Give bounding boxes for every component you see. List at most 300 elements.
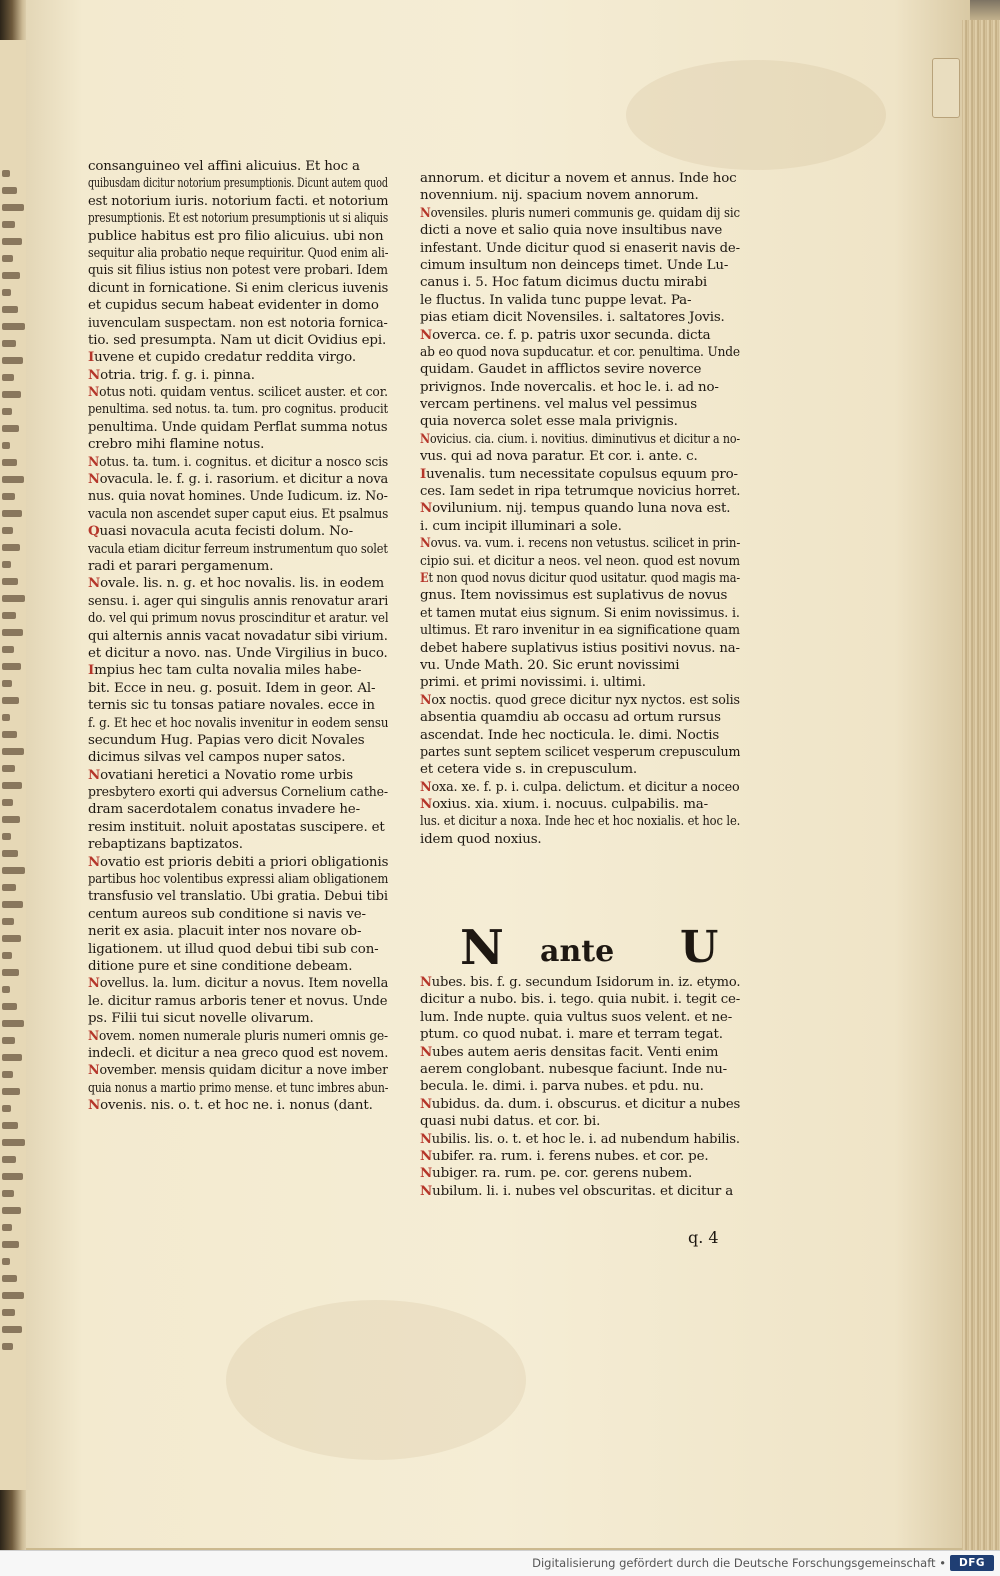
line-text: et cupidus secum habeat evidenter in domo xyxy=(88,298,379,314)
line-text: ovellus. la. lum. dicitur a novus. Item novella xyxy=(99,976,389,992)
line-text: overca. ce. f. p. patris uxor secunda. dicta xyxy=(432,327,711,343)
line-text: vacula non ascendet super caput eius. Et psalmus xyxy=(88,506,389,522)
text-line xyxy=(88,593,388,610)
text-line xyxy=(420,605,740,622)
line-text: privignos. Inde novercalis. et hoc le. i. ad no- xyxy=(420,379,719,395)
facing-page-text-fragment xyxy=(2,527,13,534)
line-text: dicimus silvas vel campos nuper satos. xyxy=(88,750,346,766)
facing-page-text-fragment xyxy=(2,289,11,296)
text-line xyxy=(88,245,388,262)
text-line xyxy=(420,813,740,830)
facing-page-text-fragment xyxy=(2,1156,16,1163)
facing-page-text-fragment xyxy=(2,714,10,721)
facing-page-text-fragment xyxy=(2,782,22,789)
rubric-initial: N xyxy=(420,796,433,813)
text-line xyxy=(420,483,740,500)
line-text: ovilunium. nij. tempus quando luna nova est. xyxy=(432,501,731,517)
text-line xyxy=(88,767,388,784)
rubric-initial: N xyxy=(88,1097,101,1114)
text-line xyxy=(420,240,740,257)
text-line xyxy=(88,332,388,349)
text-line xyxy=(420,466,740,483)
text-line xyxy=(88,871,388,888)
facing-page-text-fragment xyxy=(2,697,19,704)
line-text: vercam pertinens. vel malus vel pessimus xyxy=(420,397,697,413)
rubric-initial: N xyxy=(420,1165,433,1182)
line-text: aerem conglobant. nubesque faciunt. Inde nu- xyxy=(420,1061,728,1077)
line-text: ovem. nomen numerale pluris numeri omnis ge- xyxy=(98,1028,388,1044)
line-text: transfusio vel translatio. Ubi gratia. Debui tibi xyxy=(88,889,388,905)
line-text: ternis sic tu tonsas patiare novales. ecce in xyxy=(88,698,375,714)
line-text: rebaptizans baptizatos. xyxy=(88,837,243,853)
text-line xyxy=(420,170,740,187)
line-text: sequitur alia probatio neque requiritur. Quod enim ali- xyxy=(88,245,389,261)
line-text: otus noti. quidam ventus. scilicet auster. et cor. xyxy=(99,385,388,401)
text-line xyxy=(420,1061,740,1078)
facing-page-text-fragment xyxy=(2,204,24,211)
text-line xyxy=(88,575,388,592)
line-text: cimum insultum non deinceps timet. Unde Lu- xyxy=(420,257,729,273)
line-text: ubilum. li. i. nubes vel obscuritas. et dicitur a xyxy=(432,1183,734,1199)
text-line xyxy=(88,488,388,505)
line-text: crebro mihi flamine notus. xyxy=(88,437,265,453)
text-line xyxy=(88,1045,388,1062)
facing-page-text-fragment xyxy=(2,510,22,517)
line-text: ubidus. da. dum. i. obscurus. et dicitur a nubes xyxy=(431,1096,741,1112)
line-text: partes sunt septem scilicet vesperum crepusculum xyxy=(420,744,741,760)
text-line xyxy=(88,193,388,210)
facing-page-text-fragment xyxy=(2,969,19,976)
line-text: ovatio est prioris debiti a priori obligationis xyxy=(100,854,389,870)
text-line xyxy=(88,523,388,540)
facing-page-text-fragment xyxy=(2,1003,17,1010)
text-line xyxy=(88,401,388,418)
facing-page-text-fragment xyxy=(2,238,22,245)
text-line xyxy=(88,1062,388,1079)
facing-page-text-fragment xyxy=(2,425,19,432)
facing-page-text-fragment xyxy=(2,935,21,942)
rubric-initial: N xyxy=(420,1043,433,1060)
dfg-logo-text: DFG xyxy=(958,1557,985,1569)
line-text: f. g. Et hec et hoc novalis invenitur in eodem sensu xyxy=(88,715,389,731)
heading-initial: N xyxy=(460,920,504,976)
line-text: vus. qui ad nova paratur. Et cor. i. ante. c. xyxy=(420,449,698,465)
facing-page-text-fragment xyxy=(2,1088,20,1095)
text-line xyxy=(88,993,388,1010)
facing-page-text-fragment xyxy=(2,1258,10,1265)
facing-page-text-fragment xyxy=(2,306,18,313)
line-text: t non quod novus dicitur quod usitatur. quod magis ma- xyxy=(428,570,740,586)
facing-page-text-fragment xyxy=(2,884,16,891)
line-text: annorum. et dicitur a novem et annus. Inde hoc xyxy=(420,171,737,186)
line-text: ubes. bis. f. g. secundum Isidorum in. iz. etymo. xyxy=(431,975,741,990)
text-line xyxy=(420,1078,740,1095)
right-text-column xyxy=(420,170,740,848)
line-text: nerit ex asia. placuit inter nos novare ob- xyxy=(88,924,362,940)
left-text-column xyxy=(88,158,388,1114)
line-text: lum. Inde nupte. quia vultus suos velent. et ne- xyxy=(420,1009,733,1025)
text-line xyxy=(420,761,740,778)
facing-page-text-fragment xyxy=(2,731,17,738)
line-text: ligationem. ut illud quod debui tibi sub con- xyxy=(88,941,379,957)
text-line xyxy=(88,610,388,627)
text-line xyxy=(420,779,740,796)
heading-text: ante xyxy=(540,934,615,969)
line-text: publice habitus est pro filio alicuius. ubi non xyxy=(88,228,384,244)
facing-page-text-fragment xyxy=(2,1054,22,1061)
line-text: uasi novacula acuta fecisti dolum. No- xyxy=(99,524,353,540)
text-line xyxy=(420,500,740,517)
line-text: debet habere suplativus istius positivi novus. na- xyxy=(420,640,740,656)
line-text: bit. Ecce in neu. g. posuit. Idem in geor. Al- xyxy=(88,680,376,696)
rubric-initial: Q xyxy=(88,523,100,540)
rubric-initial: I xyxy=(420,465,427,482)
line-text: mpius hec tam culta novalia miles habe- xyxy=(94,663,362,679)
rubric-initial: N xyxy=(88,766,101,783)
line-text: tio. sed presumpta. Nam ut dicit Ovidius epi. xyxy=(88,332,387,348)
facing-page-text-fragment xyxy=(2,493,15,500)
facing-page-text-fragment xyxy=(2,357,23,364)
text-line xyxy=(88,210,388,227)
facing-page-text-fragment xyxy=(2,646,14,653)
line-text: i. cum incipit illuminari a sole. xyxy=(420,518,622,534)
text-line xyxy=(420,379,740,396)
text-line xyxy=(88,436,388,453)
text-line xyxy=(420,1096,740,1113)
text-line xyxy=(88,349,388,366)
facing-page-text-fragment xyxy=(2,1105,11,1112)
facing-page-strip xyxy=(0,40,28,1490)
text-line xyxy=(420,292,740,309)
rubric-initial: N xyxy=(88,384,100,401)
facing-page-text-fragment xyxy=(2,765,15,772)
facing-page-text-fragment xyxy=(2,272,20,279)
text-line xyxy=(88,280,388,297)
line-text: quia noverca solet esse mala privignis. xyxy=(420,414,678,430)
text-line xyxy=(420,222,740,239)
line-text: ovenis. nis. o. t. et hoc ne. i. nonus (dant. xyxy=(100,1098,373,1114)
facing-page-text-fragment xyxy=(2,833,11,840)
facing-page-text-fragment xyxy=(2,663,21,670)
facing-page-text-fragment xyxy=(2,1173,23,1180)
text-line xyxy=(88,297,388,314)
line-text: vacula etiam dicitur ferreum instrumentum quo solet xyxy=(88,541,388,557)
text-line xyxy=(420,535,740,552)
facing-page-text-fragment xyxy=(2,748,24,755)
facing-page-text-fragment xyxy=(2,544,20,551)
text-line xyxy=(420,640,740,657)
text-line xyxy=(88,854,388,871)
facing-page-text-fragment xyxy=(2,1037,15,1044)
text-line xyxy=(88,228,388,245)
rubric-initial: N xyxy=(420,500,433,517)
text-line xyxy=(420,744,740,761)
rubric-initial: N xyxy=(88,366,101,383)
line-text: uvenalis. tum necessitate copulsus equum pro- xyxy=(426,466,738,482)
text-line xyxy=(88,645,388,662)
text-line xyxy=(420,1165,740,1182)
text-line xyxy=(420,1113,740,1130)
rubric-initial: N xyxy=(420,326,433,343)
line-text: ab eo quod nova supducatur. et cor. penultima. Unde xyxy=(420,344,740,360)
facing-page-text-fragment xyxy=(2,374,14,381)
line-text: do. vel qui primum novus proscinditur et aratur. vel xyxy=(88,611,389,627)
facing-page-text-fragment xyxy=(2,323,25,330)
footer-bar xyxy=(0,1550,1000,1576)
line-text: quia nonus a martio primo mense. et tunc imbres abun- xyxy=(88,1080,389,1096)
line-text: dicitur a nubo. bis. i. tego. quia nubit. i. tegit ce- xyxy=(420,992,741,1008)
text-line xyxy=(88,662,388,679)
line-text: dicti a nove et salio quia nove insultibus nave xyxy=(420,223,723,239)
facing-page-text-fragment xyxy=(2,1122,18,1129)
text-line xyxy=(88,628,388,645)
line-text: cipio sui. et dicitur a neos. vel neon. quod est novum xyxy=(420,553,740,569)
text-line xyxy=(420,187,740,204)
text-line xyxy=(420,1044,740,1061)
rubric-initial: N xyxy=(420,1147,433,1164)
line-text: ovensiles. pluris numeri communis ge. quidam dij sic xyxy=(430,205,740,221)
line-text: ubes autem aeris densitas facit. Venti enim xyxy=(432,1044,719,1060)
rubric-initial: N xyxy=(88,575,101,592)
text-line xyxy=(88,419,388,436)
paper-stain xyxy=(626,60,886,170)
line-text: consanguineo vel affini alicuius. Et hoc a xyxy=(88,159,360,174)
text-line xyxy=(88,471,388,488)
facing-page-text-fragment xyxy=(2,1207,21,1214)
line-text: otus. ta. tum. i. cognitus. et dicitur a nosco scis xyxy=(99,454,388,470)
text-line xyxy=(88,1097,388,1114)
text-line xyxy=(420,1183,740,1200)
line-text: presumptionis. Et est notorium presumptionis ut si aliquis xyxy=(88,211,388,227)
facing-page-text-fragment xyxy=(2,459,17,466)
facing-page-text-fragment xyxy=(2,1020,24,1027)
facing-page-text-fragment xyxy=(2,442,10,449)
text-line xyxy=(420,727,740,744)
line-text: ovatiani heretici a Novatio rome urbis xyxy=(100,767,354,783)
facing-page-text-fragment xyxy=(2,680,12,687)
facing-page-text-fragment xyxy=(2,1343,13,1350)
line-text: le fluctus. In valida tunc puppe levat. Pa- xyxy=(420,292,692,308)
text-line xyxy=(88,819,388,836)
text-line xyxy=(420,448,740,465)
line-text: resim instituit. noluit apostatas suscipere. et xyxy=(88,819,385,835)
line-text: vu. Unde Math. 20. Sic erunt novissimi xyxy=(420,657,680,673)
facing-page-text-fragment xyxy=(2,1326,22,1333)
facing-page-text-fragment xyxy=(2,221,15,228)
line-text: secundum Hug. Papias vero dicit Novales xyxy=(88,732,365,748)
line-text: ovember. mensis quidam dicitur a nove imber xyxy=(99,1063,388,1079)
facing-page-text-fragment xyxy=(2,1190,14,1197)
text-line xyxy=(88,262,388,279)
text-line xyxy=(420,622,740,639)
facing-page-text-fragment xyxy=(2,255,13,262)
text-line xyxy=(420,274,740,291)
heading-letter: U xyxy=(680,922,719,973)
line-text: quidam. Gaudet in afflictos sevire noverce xyxy=(420,362,702,378)
line-text: ubilis. lis. o. t. et hoc le. i. ad nubendum habilis. xyxy=(431,1131,740,1147)
rubric-initial: N xyxy=(420,1130,432,1147)
facing-page-text-fragment xyxy=(2,918,14,925)
text-line xyxy=(420,257,740,274)
facing-page-text-fragment xyxy=(2,986,10,993)
right-text-column-continued xyxy=(420,974,740,1200)
line-text: nus. quia novat homines. Unde Iudicum. iz. No- xyxy=(88,489,388,505)
rubric-initial: I xyxy=(88,662,95,679)
line-text: et cetera vide s. in crepusculum. xyxy=(420,762,638,778)
line-text: ascendat. Inde hec nocticula. le. dimi. Noctis xyxy=(420,727,720,743)
line-text: qui alternis annis vacat novadatur sibi virium. xyxy=(88,628,388,644)
line-text: lus. et dicitur a noxa. Inde hec et hoc noxialis. et hoc le. xyxy=(420,814,741,830)
line-text: ox noctis. quod grece dicitur nyx nyctos. est solis xyxy=(431,692,740,708)
line-text: quibusdam dicitur notorium presumptionis. Dicunt autem quod xyxy=(88,176,388,192)
text-line xyxy=(420,413,740,430)
text-line xyxy=(88,906,388,923)
facing-page-text-fragment xyxy=(2,170,10,177)
text-line xyxy=(88,836,388,853)
facing-page-text-fragment xyxy=(2,1292,24,1299)
line-text: ovus. va. vum. i. recens non vetustus. scilicet in prin- xyxy=(430,536,740,552)
rubric-initial: I xyxy=(88,349,95,366)
text-line xyxy=(88,558,388,575)
text-line xyxy=(88,367,388,384)
text-line xyxy=(88,1010,388,1027)
text-line xyxy=(88,454,388,471)
line-text: ditione pure et sine conditione debeam. xyxy=(88,958,353,974)
facing-page-text-fragment xyxy=(2,1241,19,1248)
line-text: dicunt in fornicatione. Si enim clericus iuvenis xyxy=(88,280,389,296)
line-text: ovale. lis. n. g. et hoc novalis. lis. in eodem xyxy=(100,576,385,592)
text-line xyxy=(88,801,388,818)
line-text: presbytero exorti qui adversus Cornelium cathe- xyxy=(88,785,388,801)
facing-page-text-fragment xyxy=(2,340,16,347)
rubric-initial: N xyxy=(420,430,430,447)
text-line xyxy=(88,506,388,523)
facing-page-text-fragment xyxy=(2,1275,17,1282)
line-text: sensu. i. ager qui singulis annis renovatur arari xyxy=(88,593,388,609)
rubric-initial: N xyxy=(420,1182,433,1199)
page-tab xyxy=(932,58,960,118)
line-text: ps. Filii tui sicut novelle olivarum. xyxy=(88,1011,314,1027)
rubric-initial: N xyxy=(420,1095,432,1112)
text-line xyxy=(88,888,388,905)
line-text: ultimus. Et raro invenitur in ea significatione quam xyxy=(420,623,740,639)
line-text: ptum. co quod nubat. i. mare et terram tegat. xyxy=(420,1027,723,1043)
rubric-initial: N xyxy=(420,974,432,990)
signature-mark: q. 4 xyxy=(688,1228,719,1247)
text-line xyxy=(420,974,740,991)
line-text: primi. et primi novissimi. i. ultimi. xyxy=(420,675,646,691)
line-text: infestant. Unde dicitur quod si enaserit navis de- xyxy=(420,240,740,256)
facing-page-text-fragment xyxy=(2,1309,15,1316)
line-text: partibus hoc volentibus expressi aliam obligationem xyxy=(88,872,389,888)
text-line xyxy=(88,158,388,175)
text-line xyxy=(420,344,740,361)
facing-page-text-fragment xyxy=(2,1139,25,1146)
facing-page-text-fragment xyxy=(2,816,20,823)
facing-page-text-fragment xyxy=(2,1224,12,1231)
rubric-initial: N xyxy=(88,975,100,992)
line-text: pias etiam dicit Novensiles. i. saltatores Jovis. xyxy=(420,310,725,326)
line-text: penultima. sed notus. ta. tum. pro cognitus. producit xyxy=(88,402,388,418)
rubric-initial: N xyxy=(88,1062,100,1079)
text-line xyxy=(420,657,740,674)
line-text: radi et parari pergamenum. xyxy=(88,558,274,574)
text-line xyxy=(88,958,388,975)
text-line xyxy=(88,975,388,992)
facing-page-text-fragment xyxy=(2,799,13,806)
facing-page-text-fragment xyxy=(2,561,11,568)
line-text: ubiger. ra. rum. pe. cor. gerens nubem. xyxy=(432,1166,693,1182)
line-text: est notorium iuris. notorium facti. et notorium xyxy=(88,193,388,209)
line-text: oxius. xia. xium. i. nocuus. culpabilis. ma- xyxy=(432,797,708,813)
text-line xyxy=(88,715,388,732)
text-line xyxy=(420,361,740,378)
line-text: indecli. et dicitur a nea greco quod est novem. xyxy=(88,1045,389,1061)
text-line xyxy=(420,1026,740,1043)
line-text: ovicius. cia. cium. i. novitius. diminutivus et dicitur a no- xyxy=(429,431,741,447)
text-line xyxy=(88,923,388,940)
section-heading xyxy=(460,920,730,976)
line-text: idem quod noxius. xyxy=(420,831,542,847)
text-line xyxy=(420,692,740,709)
line-text: quis sit filius istius non potest vere probari. Idem xyxy=(88,263,388,279)
text-line xyxy=(88,175,388,192)
line-text: iuvenculam suspectam. non est notoria fornica- xyxy=(88,315,388,331)
line-text: becula. le. dimi. i. parva nubes. et pdu. nu. xyxy=(420,1079,704,1095)
facing-page-text-fragment xyxy=(2,578,18,585)
text-line xyxy=(88,941,388,958)
facing-page-text-fragment xyxy=(2,391,21,398)
text-line xyxy=(88,680,388,697)
line-text: novennium. nij. spacium novem annorum. xyxy=(420,188,699,204)
rubric-initial: N xyxy=(88,853,101,870)
text-line xyxy=(420,309,740,326)
text-line xyxy=(88,1080,388,1097)
line-text: absentia quamdiu ab occasu ad ortum rursus xyxy=(420,710,721,726)
text-line xyxy=(420,1009,740,1026)
facing-page-text-fragment xyxy=(2,867,25,874)
rubric-initial: N xyxy=(88,453,100,470)
rubric-initial: N xyxy=(420,691,432,708)
rubric-initial: N xyxy=(88,1027,99,1044)
line-text: quasi nubi datus. et cor. bi. xyxy=(420,1114,601,1130)
facing-page-text-fragment xyxy=(2,187,17,194)
footer-credit: Digitalisierung gefördert durch die Deutsche Forschungsgemeinschaft • xyxy=(532,1556,946,1570)
line-text: uvene et cupido credatur reddita virgo. xyxy=(94,350,356,366)
text-line xyxy=(88,541,388,558)
text-line xyxy=(88,784,388,801)
facing-page-text-fragment xyxy=(2,476,24,483)
rubric-initial: N xyxy=(88,471,100,488)
line-text: oxa. xe. f. p. i. culpa. delictum. et dicitur a noceo xyxy=(431,779,740,795)
line-text: le. dicitur ramus arboris tener et novus. Unde xyxy=(88,993,388,1009)
line-text: centum aureos sub conditione si navis ve- xyxy=(88,906,366,922)
line-text: et dicitur a novo. nas. Unde Virgilius in buco. xyxy=(88,645,388,661)
text-line xyxy=(420,553,740,570)
text-line xyxy=(420,991,740,1008)
line-text: gnus. Item novissimus est suplativus de novus xyxy=(420,588,728,604)
text-line xyxy=(88,749,388,766)
text-line xyxy=(420,587,740,604)
line-text: canus i. 5. Hoc fatum dicimus ductu mirabi xyxy=(420,275,708,291)
text-line xyxy=(420,327,740,344)
page-fore-edge xyxy=(962,20,1000,1555)
rubric-initial: N xyxy=(420,204,431,221)
text-line xyxy=(88,732,388,749)
rubric-initial: E xyxy=(420,569,429,586)
paper-stain xyxy=(226,1300,526,1460)
facing-page-text-fragment xyxy=(2,408,12,415)
